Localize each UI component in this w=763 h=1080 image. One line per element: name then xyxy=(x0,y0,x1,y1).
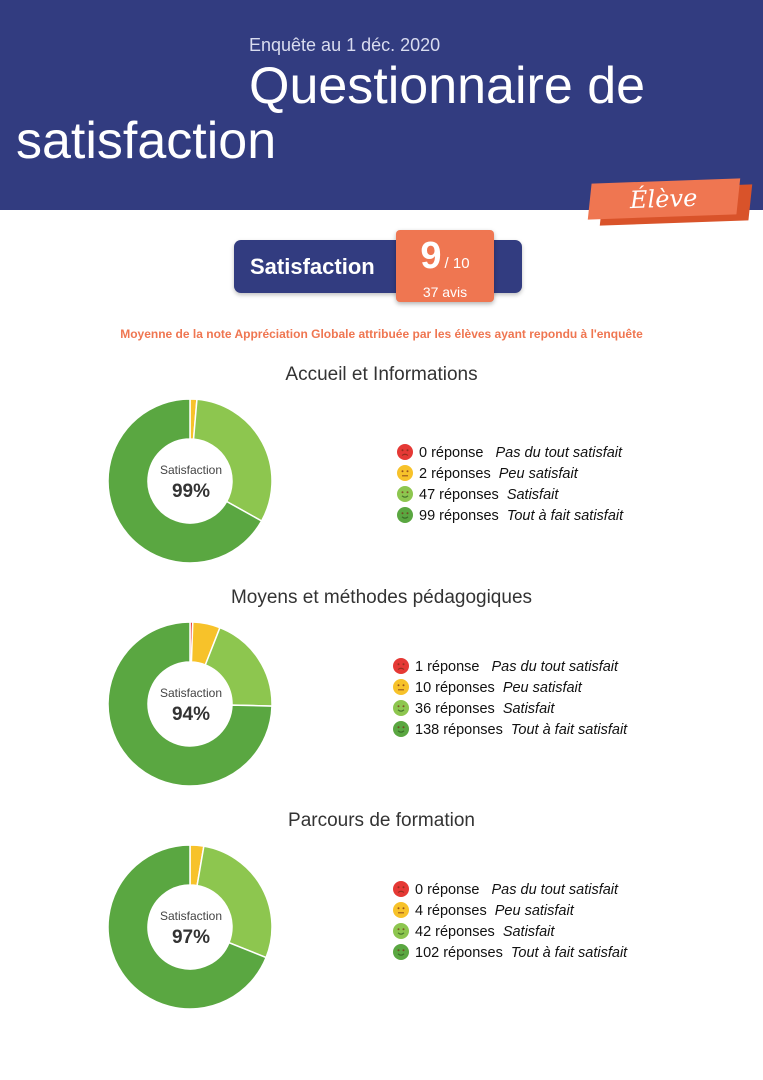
page-title-line2: satisfaction xyxy=(16,112,277,170)
page-title: Questionnaire de xyxy=(249,57,646,115)
legend-desc: Satisfait xyxy=(506,487,559,503)
legend-count: 0 réponse xyxy=(415,882,480,898)
legend-item xyxy=(383,657,643,678)
legend-item xyxy=(383,943,643,964)
legend-item xyxy=(397,506,659,527)
legend-parcours xyxy=(383,880,643,964)
legend-count: 42 réponses xyxy=(415,924,495,940)
smile-face-icon xyxy=(397,486,413,502)
frown-face-icon xyxy=(397,444,413,460)
score-max: / 10 xyxy=(444,255,470,272)
smile-face-icon xyxy=(393,700,409,716)
legend-count: 102 réponses xyxy=(415,945,503,961)
legend-item xyxy=(383,720,643,741)
score-box xyxy=(396,230,494,302)
legend-item xyxy=(397,464,659,485)
legend-item xyxy=(397,443,659,464)
score-label: Satisfaction xyxy=(250,254,375,279)
legend-item xyxy=(383,699,643,720)
donut-center-label: Satisfaction xyxy=(159,463,223,477)
donut-center-label: Satisfaction xyxy=(159,686,223,700)
legend-count: 10 réponses xyxy=(415,680,495,696)
legend-desc: Satisfait xyxy=(502,701,555,717)
legend-item xyxy=(397,485,659,506)
frown-face-icon xyxy=(393,881,409,897)
neutral-face-icon xyxy=(393,902,409,918)
grin-face-icon xyxy=(397,507,413,523)
legend-desc: Pas du tout satisfait xyxy=(491,882,619,898)
donut-center-moyens xyxy=(141,686,241,726)
score-subtitle: Moyenne de la note Appréciation Globale attribuée par les élèves ayant repondu à l'enquête xyxy=(120,327,643,341)
legend-desc: Peu satisfait xyxy=(498,466,578,482)
donut-center-label: Satisfaction xyxy=(159,909,223,923)
frown-face-icon xyxy=(393,658,409,674)
survey-date: Enquête au 1 déc. 2020 xyxy=(249,35,441,55)
legend-count: 138 réponses xyxy=(415,722,503,738)
smile-face-icon xyxy=(393,923,409,939)
legend-count: 1 réponse xyxy=(415,659,480,675)
score-count: 37 avis xyxy=(422,284,468,300)
legend-desc: Tout à fait satisfait xyxy=(506,508,624,524)
legend-count: 99 réponses xyxy=(419,508,499,524)
legend-count: 36 réponses xyxy=(415,701,495,717)
legend-desc: Pas du tout satisfait xyxy=(495,445,623,461)
neutral-face-icon xyxy=(393,679,409,695)
legend-desc: Peu satisfait xyxy=(502,680,582,696)
legend-item xyxy=(383,901,643,922)
section-title-accueil: Accueil et Informations xyxy=(285,364,478,385)
legend-count: 4 réponses xyxy=(415,903,487,919)
legend-count: 2 réponses xyxy=(419,466,491,482)
legend-desc: Satisfait xyxy=(502,924,555,940)
section-title-moyens: Moyens et méthodes pédagogiques xyxy=(230,587,533,608)
donut-center-value: 94% xyxy=(171,704,211,725)
neutral-face-icon xyxy=(397,465,413,481)
legend-desc: Pas du tout satisfait xyxy=(491,659,619,675)
grin-face-icon xyxy=(393,721,409,737)
legend-count: 47 réponses xyxy=(419,487,499,503)
audience-tag xyxy=(588,178,740,219)
donut-center-accueil xyxy=(141,463,241,503)
legend-item xyxy=(383,922,643,943)
legend-desc: Tout à fait satisfait xyxy=(510,722,628,738)
legend-desc: Tout à fait satisfait xyxy=(510,945,628,961)
legend-item xyxy=(383,678,643,699)
donut-center-value: 97% xyxy=(171,927,211,948)
legend-accueil xyxy=(397,443,659,527)
section-title-parcours: Parcours de formation xyxy=(288,810,475,831)
legend-moyens xyxy=(383,657,643,741)
grin-face-icon xyxy=(393,944,409,960)
donut-center-value: 99% xyxy=(171,481,211,502)
audience-tag-label: Élève xyxy=(629,183,699,215)
legend-count: 0 réponse xyxy=(419,445,484,461)
legend-desc: Peu satisfait xyxy=(494,903,574,919)
legend-item xyxy=(383,880,643,901)
donut-center-parcours xyxy=(141,909,241,949)
score-value: 9 xyxy=(420,235,442,277)
